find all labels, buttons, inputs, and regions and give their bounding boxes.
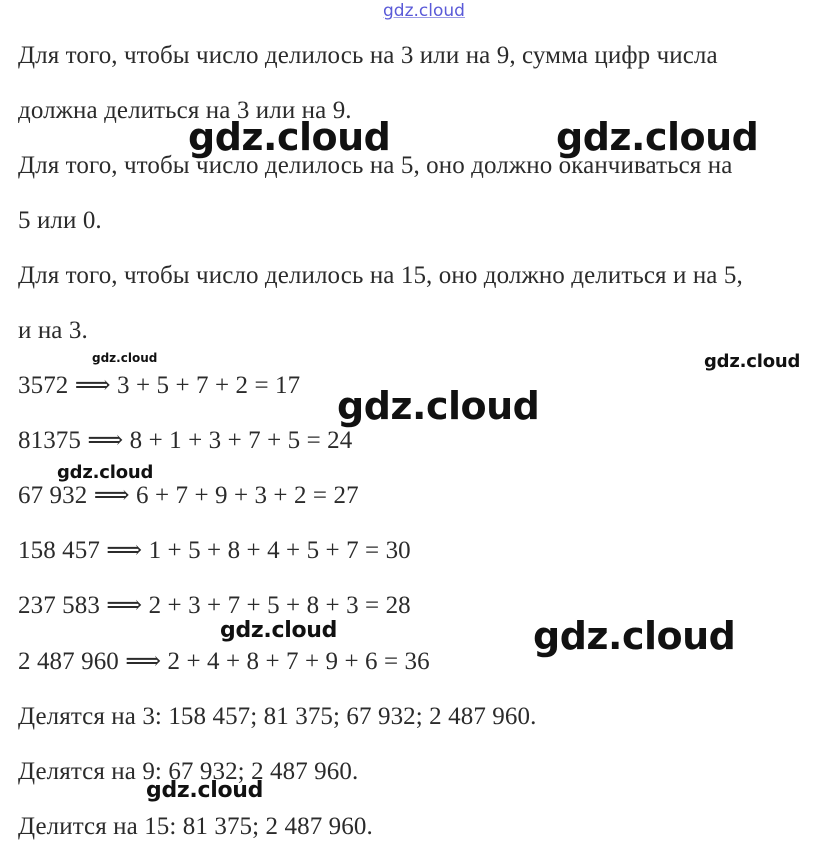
digit-sum-3572: 3572 ⟹ 3 + 5 + 7 + 2 = 17 [18, 372, 301, 399]
watermark-label: gdz.cloud [533, 614, 736, 658]
rule-15-line-1: Для того, чтобы число делилось на 15, оно должно делиться и на 5, [18, 262, 743, 289]
digit-sum-2487960: 2 487 960 ⟹ 2 + 4 + 8 + 7 + 9 + 6 = 36 [18, 648, 430, 675]
watermark-label: gdz.cloud [556, 115, 759, 159]
rule-5-line-1: Для того, чтобы число делилось на 5, оно должно оканчиваться на [18, 152, 733, 179]
digit-sum-237583: 237 583 ⟹ 2 + 3 + 7 + 5 + 8 + 3 = 28 [18, 592, 411, 619]
digit-sum-67932: 67 932 ⟹ 6 + 7 + 9 + 3 + 2 = 27 [18, 482, 359, 509]
watermark-top: gdz.cloud [383, 1, 465, 21]
watermark-label: gdz.cloud [188, 115, 391, 159]
result-divisible-by-3: Делятся на 3: 158 457; 81 375; 67 932; 2 487 960. [18, 703, 537, 730]
result-divisible-by-15: Делится на 15: 81 375; 2 487 960. [18, 813, 373, 840]
digit-sum-158457: 158 457 ⟹ 1 + 5 + 8 + 4 + 5 + 7 = 30 [18, 537, 411, 564]
digit-sum-81375: 81375 ⟹ 8 + 1 + 3 + 7 + 5 = 24 [18, 427, 353, 454]
rule-5-line-2: 5 или 0. [18, 207, 102, 234]
rule-3-9-line-1: Для того, чтобы число делилось на 3 или на 9, сумма цифр числа [18, 42, 718, 69]
watermark-label: gdz.cloud [704, 351, 801, 372]
watermark-label: gdz.cloud [92, 351, 158, 365]
watermark-label: gdz.cloud [337, 384, 540, 428]
watermark-label: gdz.cloud [220, 618, 338, 643]
watermark-label: gdz.cloud [146, 778, 264, 803]
rule-15-line-2: и на 3. [18, 317, 88, 344]
watermark-label: gdz.cloud [57, 462, 154, 483]
result-divisible-by-9: Делятся на 9: 67 932; 2 487 960. [18, 758, 359, 785]
rule-3-9-line-2: должна делиться на 3 или на 9. [18, 97, 352, 124]
